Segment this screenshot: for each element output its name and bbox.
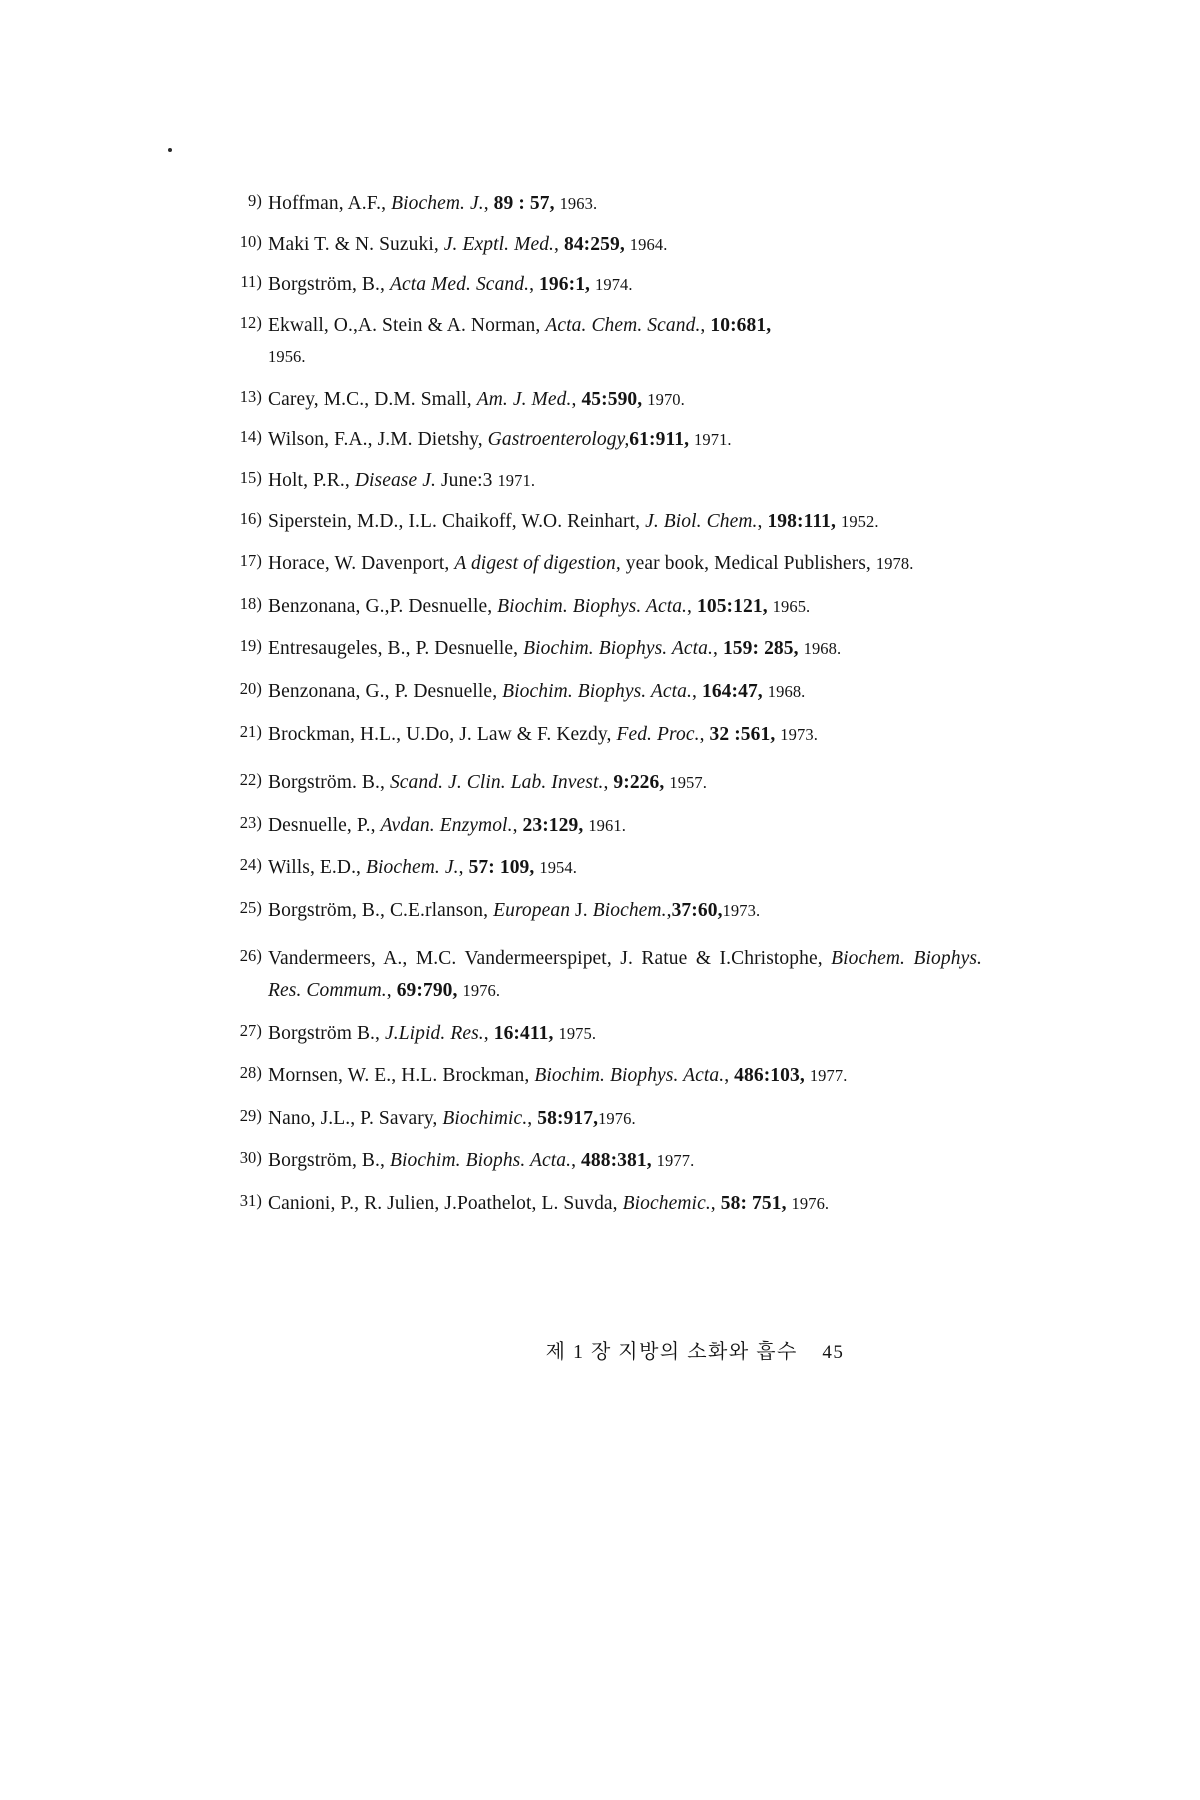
- reference-entry: [222, 1188, 982, 1220]
- reference-text: Holt, P.R., Disease J. June:3 1971.: [268, 470, 536, 492]
- reference-entry: [222, 548, 982, 580]
- reference-number: 30): [239, 1148, 262, 1168]
- reference-number: 16): [239, 508, 262, 528]
- reference-text: Borgström, B., Acta Med. Scand., 196:1, 1974.: [268, 274, 633, 296]
- reference-text: Ekwall, O.,A. Stein & A. Norman, Acta. Chem. Scand., 10:681, 1956.: [268, 314, 772, 367]
- reference-number: 21): [239, 721, 262, 741]
- reference-text: Desnuelle, P., Avdan. Enzymol., 23:129, 1961.: [268, 814, 626, 836]
- reference-number: 11): [240, 272, 262, 292]
- reference-entry: [222, 269, 982, 301]
- reference-entry: [222, 424, 982, 456]
- reference-entry: [222, 1145, 982, 1177]
- reference-entry: [222, 633, 982, 665]
- reference-number: 31): [239, 1190, 262, 1210]
- reference-text: Entresaugeles, B., P. Desnuelle, Biochim. Biophys. Acta., 159: 285, 1968.: [268, 638, 842, 660]
- reference-number: 24): [239, 855, 262, 875]
- reference-entry: [222, 384, 982, 416]
- reference-entry: [222, 188, 982, 220]
- reference-number: 9): [248, 191, 262, 210]
- reference-entry: [222, 895, 982, 927]
- reference-text: Borgström, B., Biochim. Biophs. Acta., 488:381, 1977.: [268, 1150, 695, 1172]
- reference-text: Maki T. & N. Suzuki, J. Exptl. Med., 84:259, 1964.: [268, 233, 668, 255]
- reference-number: 22): [239, 770, 262, 790]
- footer-chapter-text: 제 1 장 지방의 소화와 흡수: [545, 1341, 798, 1363]
- reference-text: Nano, J.L., P. Savary, Biochimic., 58:917,1976.: [268, 1107, 636, 1129]
- reference-text: Mornsen, W. E., H.L. Brockman, Biochim. Biophys. Acta., 486:103, 1977.: [268, 1065, 848, 1087]
- reference-entry: [222, 943, 982, 1006]
- reference-number: 15): [239, 468, 262, 488]
- reference-number: 28): [239, 1063, 262, 1083]
- reference-text: Borgström B., J.Lipid. Res., 16:411, 1975.: [268, 1022, 597, 1044]
- reference-number: 29): [239, 1105, 262, 1125]
- reference-entry: [222, 852, 982, 884]
- footer-inner: [546, 1335, 845, 1364]
- reference-number: 13): [239, 386, 262, 406]
- reference-entry: [222, 810, 982, 842]
- reference-number: 20): [239, 678, 262, 698]
- reference-text: Horace, W. Davenport, A digest of digestion, year book, Medical Publishers, 1978.: [268, 553, 914, 575]
- reference-entry: [222, 506, 982, 538]
- reference-text: Borgström, B., C.E.rlanson, European J. Biochem.,37:60,1973.: [268, 899, 761, 921]
- reference-number: 10): [239, 231, 262, 251]
- reference-text: Brockman, H.L., U.Do, J. Law & F. Kezdy, Fed. Proc., 32 :561, 1973.: [268, 723, 818, 745]
- reference-text: Benzonana, G.,P. Desnuelle, Biochim. Biophys. Acta., 105:121, 1965.: [268, 595, 811, 617]
- reference-text: Hoffman, A.F., Biochem. J., 89 : 57, 1963.: [268, 193, 598, 214]
- reference-number: 19): [239, 636, 262, 656]
- reference-entry: [222, 310, 982, 373]
- reference-entry: [222, 465, 982, 497]
- page-footer: [0, 1335, 1200, 1364]
- reference-entry: [222, 719, 982, 751]
- margin-mark: [168, 148, 172, 152]
- reference-text: Wilson, F.A., J.M. Dietshy, Gastroenterology,61:911, 1971.: [268, 429, 732, 451]
- reference-text: Wills, E.D., Biochem. J., 57: 109, 1954.: [268, 857, 577, 879]
- reference-entry: [222, 1018, 982, 1050]
- reference-number: 12): [239, 312, 262, 332]
- reference-entry: [222, 676, 982, 708]
- reference-entry: [222, 1060, 982, 1092]
- reference-number: 26): [239, 946, 262, 966]
- reference-number: 14): [239, 427, 262, 447]
- reference-text: Benzonana, G., P. Desnuelle, Biochim. Biophys. Acta., 164:47, 1968.: [268, 680, 806, 702]
- reference-number: 18): [239, 593, 262, 613]
- reference-number: 27): [239, 1020, 262, 1040]
- reference-text: Carey, M.C., D.M. Small, Am. J. Med., 45:590, 1970.: [268, 388, 685, 410]
- footer-page-number: 45: [822, 1342, 845, 1363]
- reference-entry: [222, 767, 982, 799]
- reference-text: Canioni, P., R. Julien, J.Poathelot, L. Suvda, Biochemic., 58: 751, 1976.: [268, 1192, 830, 1214]
- reference-list: [222, 188, 982, 1230]
- reference-entry: [222, 1103, 982, 1135]
- reference-text: Siperstein, M.D., I.L. Chaikoff, W.O. Reinhart, J. Biol. Chem., 198:111, 1952.: [268, 510, 879, 532]
- reference-number: 23): [239, 812, 262, 832]
- reference-number: 17): [239, 551, 262, 571]
- reference-entry: [222, 229, 982, 261]
- reference-entry: [222, 591, 982, 623]
- reference-text: Borgström. B., Scand. J. Clin. Lab. Invest., 9:226, 1957.: [268, 772, 707, 794]
- reference-number: 25): [239, 897, 262, 917]
- reference-text: Vandermeers, A., M.C. Vandermeerspipet, J. Ratue & I.Christophe, Biochem. Biophys. Res. Commum., 69:790, 1976.: [268, 948, 982, 1001]
